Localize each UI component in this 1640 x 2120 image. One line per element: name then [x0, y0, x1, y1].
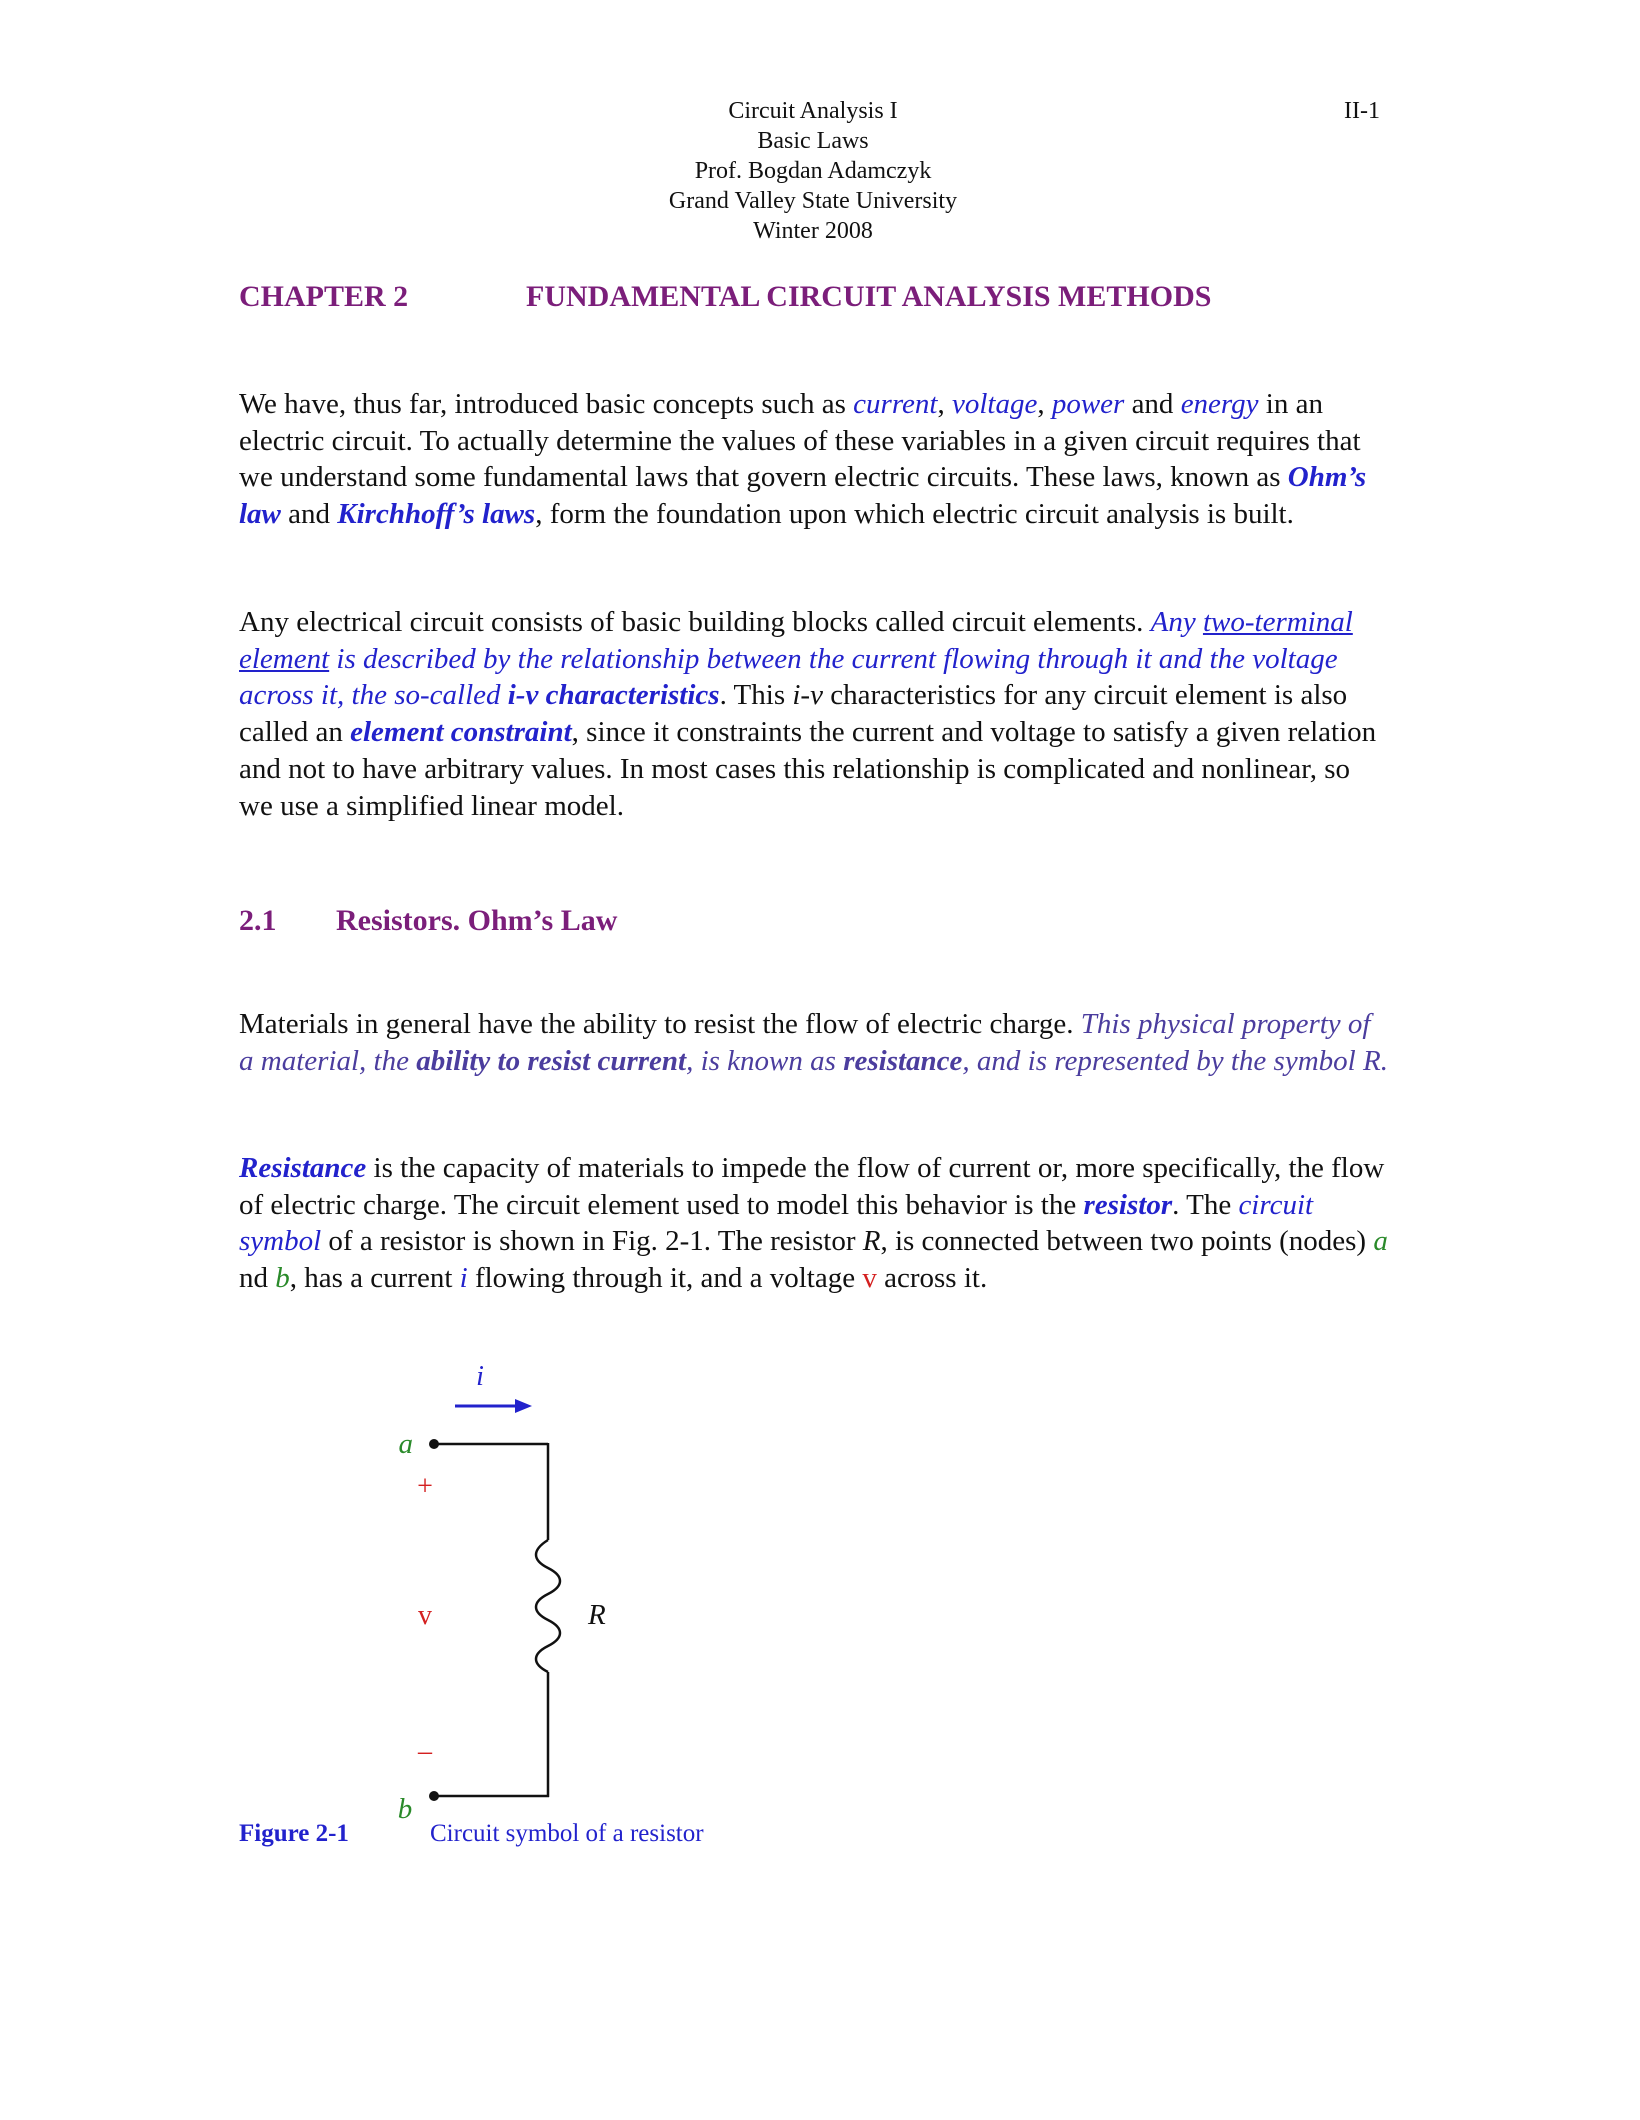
term-ohms-law: Ohm’s law	[239, 461, 1367, 531]
resistance-text-7: flowing through it, and a voltage	[467, 1262, 863, 1295]
term-circuit-symbol: circuit symbol	[239, 1188, 1314, 1258]
term-iv-characteristics: i-v characteristics	[507, 679, 720, 712]
node-b-inline: b	[275, 1262, 290, 1295]
intro-text-1: We have, thus far, introduced basic concepts such as	[239, 388, 854, 420]
elements-text-1: Any electrical circuit consists of basic building blocks called circuit elements.	[239, 606, 1151, 638]
resistor-label: R	[588, 1599, 606, 1631]
chapter-heading	[239, 280, 1212, 314]
figure-caption-text: Circuit symbol of a resistor	[430, 1820, 704, 1847]
resistance-text-1: is the capacity of materials to impede the flow of current or, more specifically, the flow of electric charge. The circuit element used to model this behavior is the	[239, 1152, 1385, 1221]
elements-any: Any	[1150, 606, 1203, 638]
term-resistance-bold: resistance	[843, 1044, 963, 1077]
materials-paragraph	[239, 1006, 1389, 1079]
materials-text-1: Materials in general have the ability to resist the flow of electric charge.	[239, 1008, 1081, 1040]
term-element-constraint: element constraint	[350, 716, 572, 749]
plus-sign: +	[417, 1471, 433, 1502]
document-header	[0, 96, 1640, 246]
term-resistance: Resistance	[239, 1152, 367, 1184]
chapter-title: FUNDAMENTAL CIRCUIT ANALYSIS METHODS	[526, 280, 1212, 313]
intro-comma-1: ,	[937, 388, 952, 420]
resistance-text-3: of a resistor is shown in Fig. 2-1. The resistor	[321, 1225, 863, 1258]
term-voltage: voltage	[951, 388, 1038, 420]
term-current: current	[853, 388, 938, 420]
chapter-label: CHAPTER 2	[239, 280, 409, 313]
elements-iv: i-v	[792, 679, 823, 712]
university-name: Grand Valley State University	[668, 188, 958, 214]
resistance-paragraph	[239, 1150, 1389, 1297]
elements-text-2: . This	[719, 679, 793, 712]
current-label: i	[476, 1361, 484, 1392]
section-title: Resistors. Ohm’s Law	[336, 904, 618, 937]
voltage-v-inline: v	[862, 1262, 877, 1295]
term-kirchhoffs-laws: Kirchhoff’s laws	[337, 498, 536, 531]
resistance-text-2: . The	[1172, 1188, 1239, 1221]
section-heading	[239, 904, 618, 938]
term-two-terminal-element: two-terminal element	[239, 606, 1353, 675]
intro-text-2: in an electric circuit. To actually determine the values of these variables in a given circuit requires that we understand some fundamental laws that govern electric circuits. These laws, known as	[239, 388, 1361, 494]
materials-symbol-r: R	[1362, 1044, 1381, 1077]
intro-and-2: and	[280, 498, 338, 531]
minus-sign: –	[418, 1736, 432, 1767]
intro-paragraph	[239, 386, 1389, 533]
intro-and-1: and	[1124, 388, 1181, 420]
elements-text-3: characteristics for any circuit element is also called an	[239, 679, 1348, 749]
node-b-label: b	[397, 1793, 413, 1825]
term-power: power	[1051, 388, 1125, 420]
author-name: Prof. Bogdan Adamczyk	[694, 158, 932, 184]
node-a-inline: a	[1373, 1225, 1388, 1258]
term-label: Winter 2008	[753, 218, 873, 244]
term-resistor: resistor	[1083, 1188, 1173, 1221]
node-b-dot	[429, 1791, 439, 1801]
topic-title: Basic Laws	[757, 128, 869, 154]
node-a-dot	[429, 1439, 439, 1449]
elements-text-4: , since it constraints the current and voltage to satisfy a given relation and not to have arbitrary values. In most cases this relationship is complicated and nonlinear, so we use a simplified linear model.	[239, 716, 1377, 822]
term-energy: energy	[1180, 388, 1259, 420]
resistance-text-8: across it.	[876, 1262, 988, 1295]
node-a-label: a	[398, 1428, 413, 1460]
resistance-text-5: nd	[239, 1262, 276, 1295]
materials-italic-2: , is known as	[686, 1044, 844, 1077]
page-number: II-1	[1344, 98, 1380, 124]
current-i-inline: i	[459, 1262, 468, 1295]
materials-period: .	[1380, 1044, 1388, 1077]
section-number: 2.1	[239, 904, 277, 937]
elements-paragraph	[239, 604, 1389, 824]
intro-comma-2: ,	[1037, 388, 1052, 420]
elements-described: is described by the relationship between the current flowing through it and the voltage across it, the so-called	[239, 642, 1338, 712]
materials-italic-1: This physical property of a material, the	[239, 1008, 1371, 1077]
resistance-symbol-r: R	[862, 1225, 881, 1258]
figure-caption	[239, 1820, 704, 1848]
term-ability-to-resist: ability to resist current	[416, 1044, 687, 1077]
intro-text-3: , form the foundation upon which electric circuit analysis is built.	[535, 498, 1294, 531]
current-arrow-head	[515, 1399, 532, 1413]
resistance-text-4: , is connected between two points (nodes)	[880, 1225, 1374, 1258]
figure-number: Figure 2-1	[239, 1820, 349, 1847]
course-title: Circuit Analysis I	[728, 98, 898, 124]
materials-italic-3: , and is represented by the symbol	[962, 1044, 1363, 1077]
resistance-text-6: , has a current	[289, 1262, 460, 1295]
voltage-label: v	[418, 1600, 432, 1631]
resistor-zigzag	[536, 1540, 560, 1672]
